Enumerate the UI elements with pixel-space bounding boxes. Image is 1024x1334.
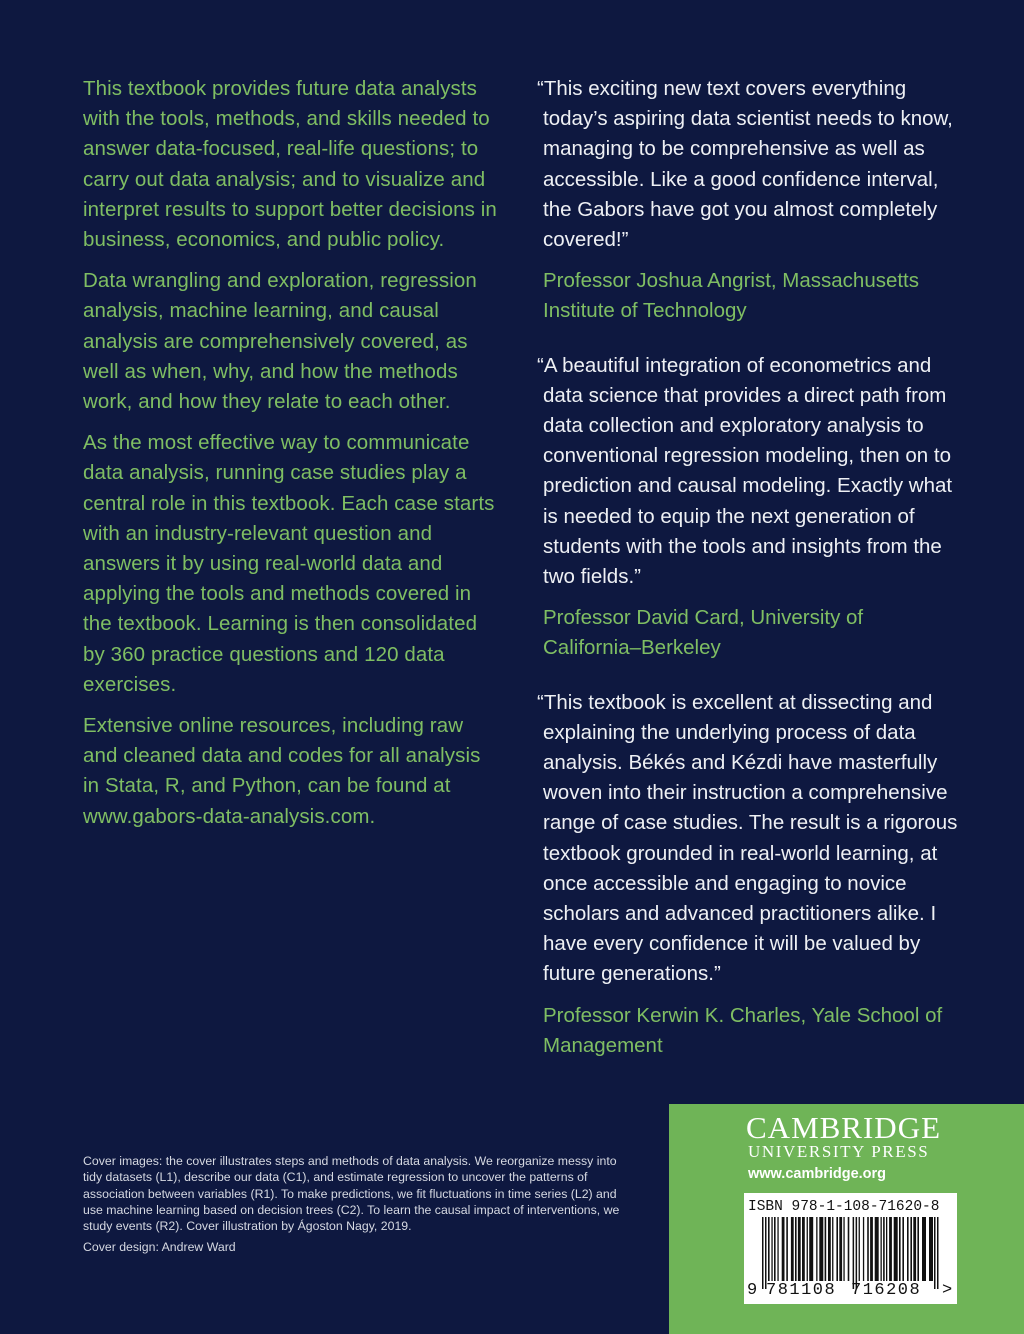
description-paragraph-3: As the most effective way to communicate data analysis, running case studies play a central role in this textbook. Each case starts with an industry-relevant question and answers it by using real-world data and applying the tools and methods covered in the textbook. Learning is then consolidated by 360 practice questions and 120 data exercises. bbox=[83, 431, 495, 696]
endorsement-attribution-charles: Professor Kerwin K. Charles, Yale School of Management bbox=[543, 1003, 943, 1057]
description-paragraph-1: This textbook provides future data analysts with the tools, methods, and skills needed to answer data-focused, real-life questions; to carry out data analysis; and to visualize and interpret results to support better decisions in business, economics, and public policy. bbox=[83, 77, 497, 252]
barcode-right-digits: 716208 bbox=[851, 1281, 922, 1300]
endorsement-quote-card: “A beautiful integration of econometrics and data science that provides a direct path from data collection and exploratory analysis to conventional regression modeling, then on to prediction and causal modeling. Exactly what is needed to equip the next generation of students with the tools and insights from the two fields.” bbox=[537, 353, 953, 589]
book-description bbox=[83, 74, 498, 843]
barcode-left-digits: 781108 bbox=[766, 1281, 837, 1300]
publisher-name: CAMBRIDGE bbox=[746, 1110, 942, 1145]
publisher-press: UNIVERSITY PRESS bbox=[748, 1142, 930, 1161]
endorsement-attribution-card: Professor David Card, University of California–Berkeley bbox=[543, 606, 864, 660]
cover-credits bbox=[83, 1153, 628, 1261]
publisher-url: www.cambridge.org bbox=[748, 1166, 887, 1182]
isbn-barcode bbox=[744, 1193, 957, 1304]
cover-images-credit: Cover images: the cover illustrates steps and methods of data analysis. We reorganize messy into tidy datasets (L1), describe our data (C1), and estimate regression to uncover the patterns of association between variables (R1). To make predictions, we fit fluctuations in time series (L2) and use machine learning based on decision trees (C2). To learn the causal impact of interventions, we study events (R2). Cover illustration by Ágoston Nagy, 2019. bbox=[83, 1154, 620, 1234]
description-paragraph-2: Data wrangling and exploration, regression analysis, machine learning, and causal analysis are comprehensively covered, as well as when, why, and how the methods work, and how they relate to each other. bbox=[83, 269, 477, 414]
cover-design-credit: Cover design: Andrew Ward bbox=[83, 1240, 236, 1255]
barcode-first-digit: 9 bbox=[747, 1281, 758, 1300]
description-paragraph-4: Extensive online resources, including raw and cleaned data and codes for all analysis in Stata, R, and Python, can be found at www.gabors-data-analysis.com. bbox=[83, 714, 481, 828]
publisher-block bbox=[669, 1104, 1024, 1334]
barcode-quiet-zone-marker: > bbox=[942, 1281, 953, 1300]
barcode-digits bbox=[744, 1281, 957, 1301]
endorsement-quote-angrist: “This exciting new text covers everything today’s aspiring data scientist needs to know, managing to be comprehensive as well as accessible. Like a good confidence interval, the Gabors have got you almost completely covered!” bbox=[537, 77, 953, 252]
isbn-label: ISBN 978-1-108-71620-8 bbox=[748, 1199, 940, 1215]
endorsement-quote-charles: “This textbook is excellent at dissecting and explaining the underlying process of data analysis. Békés and Kézdi have masterfully woven into their instruction a comprehensive range of case studies. The result is a rigorous textbook grounded in real-world learning, at once accessible and engaging to novice scholars and advanced practitioners alike. I have every confidence it will be valued by future generations.” bbox=[537, 690, 958, 986]
endorsements bbox=[536, 74, 964, 1085]
endorsement-attribution-angrist: Professor Joshua Angrist, Massachusetts Institute of Technology bbox=[543, 269, 920, 323]
